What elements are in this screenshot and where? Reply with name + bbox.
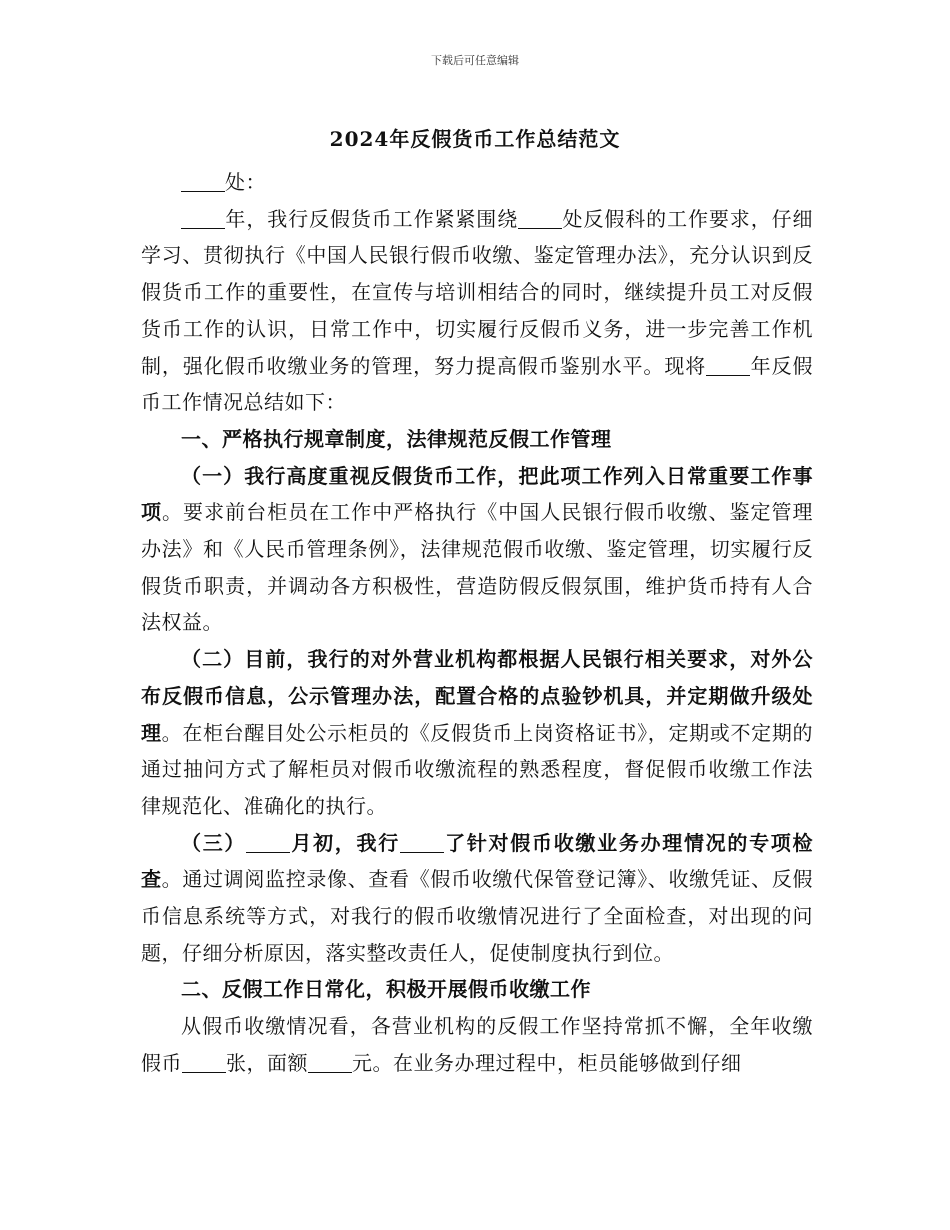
intro-paragraph bbox=[141, 201, 813, 421]
section-1-item-3-text: 。通过调阅监控录像、查看《假币收缴代保管登记簿》、收缴凭证、反假币信息系统等方式，对我行的假币收缴情况进行了全面检查，对出现的问题，仔细分析原因，落实整改责任人，促使制度执行到位。 bbox=[141, 867, 813, 965]
section-1-item-3-lead-a: （三） bbox=[181, 830, 247, 855]
intro-text-c: 年反假币工作情况总结如下： bbox=[141, 353, 814, 415]
section-1-paragraph-3 bbox=[141, 825, 813, 972]
section-1-item-2-text: 。在柜台醒目处公示柜员的《反假货币上岗资格证书》，定期或不定期的通过抽问方式了解柜员对假币收缴流程的熟悉程度，督促假币收缴工作法律规范化、准确化的执行。 bbox=[141, 720, 813, 818]
blank-field bbox=[246, 832, 290, 853]
blank-field bbox=[308, 1052, 352, 1073]
salutation-text: 处： bbox=[225, 170, 266, 194]
blank-field bbox=[400, 832, 444, 853]
blank-field bbox=[181, 208, 225, 229]
blank-field bbox=[181, 171, 225, 192]
intro-text-b: 处反假科的工作要求，仔细学习、贯彻执行《中国人民银行假币收缴、鉴定管理办法》，充分认识到反假货币工作的重要性，在宣传与培训相结合的同时，继续提升员工对反假货币工作的认识，日常工作中，切实履行反假币义务，进一步完善工作机制，强化假币收缴业务的管理，努力提高假币鉴别水平。现将 bbox=[141, 206, 814, 378]
section-1-item-1-text: 。要求前台柜员在工作中严格执行《中国人民银行假币收缴、鉴定管理办法》和《人民币管理条例》，法律规范假币收缴、鉴定管理，切实履行反假货币职责，并调动各方积极性，营造防假反假氛围，维护货币持有人合法权益。 bbox=[141, 500, 814, 635]
section-1-paragraph-2 bbox=[141, 641, 813, 825]
section-2-text-a: 从假币收缴情况看，各营业机构的反假工作坚持常抓不懈，全年收缴假币 bbox=[141, 1014, 813, 1075]
intro-text-a: 年，我行反假货币工作紧紧围绕 bbox=[225, 206, 519, 231]
section-2-text-b: 张，面额 bbox=[226, 1050, 308, 1075]
document-title: 2024年反假货币工作总结范文 bbox=[329, 127, 621, 151]
salutation bbox=[141, 164, 813, 201]
page-header-note: 下载后可任意编辑 bbox=[431, 54, 519, 67]
blank-field bbox=[706, 355, 750, 376]
section-1-item-1-lead: （一）我行高度重视反假货币工作，把此项工作列入日常重要工作事项 bbox=[141, 463, 813, 525]
section-1-item-2-lead: （二）目前，我行的对外营业机构都根据人民银行相关要求，对外公布反假币信息，公示管理办法，配置合格的点验钞机具，并定期做升级处理 bbox=[141, 647, 813, 745]
section-1-paragraph-1 bbox=[141, 458, 813, 642]
section-1-item-3-lead-b: 月初，我行 bbox=[290, 830, 400, 855]
blank-field bbox=[182, 1052, 226, 1073]
section-1-item-3-lead-c: 了针对假币收缴业务办理情况的专项检查 bbox=[141, 830, 814, 892]
section-1-heading: 一、严格执行规章制度，法律规范反假工作管理 bbox=[181, 426, 612, 451]
blank-field bbox=[518, 208, 562, 229]
section-2-paragraph-1 bbox=[141, 1008, 813, 1081]
section-2-heading: 二、反假工作日常化，积极开展假币收缴工作 bbox=[181, 977, 591, 1002]
section-2-text-c: 元。在业务办理过程中，柜员能够做到仔细 bbox=[352, 1050, 742, 1075]
document-body bbox=[141, 164, 813, 1082]
